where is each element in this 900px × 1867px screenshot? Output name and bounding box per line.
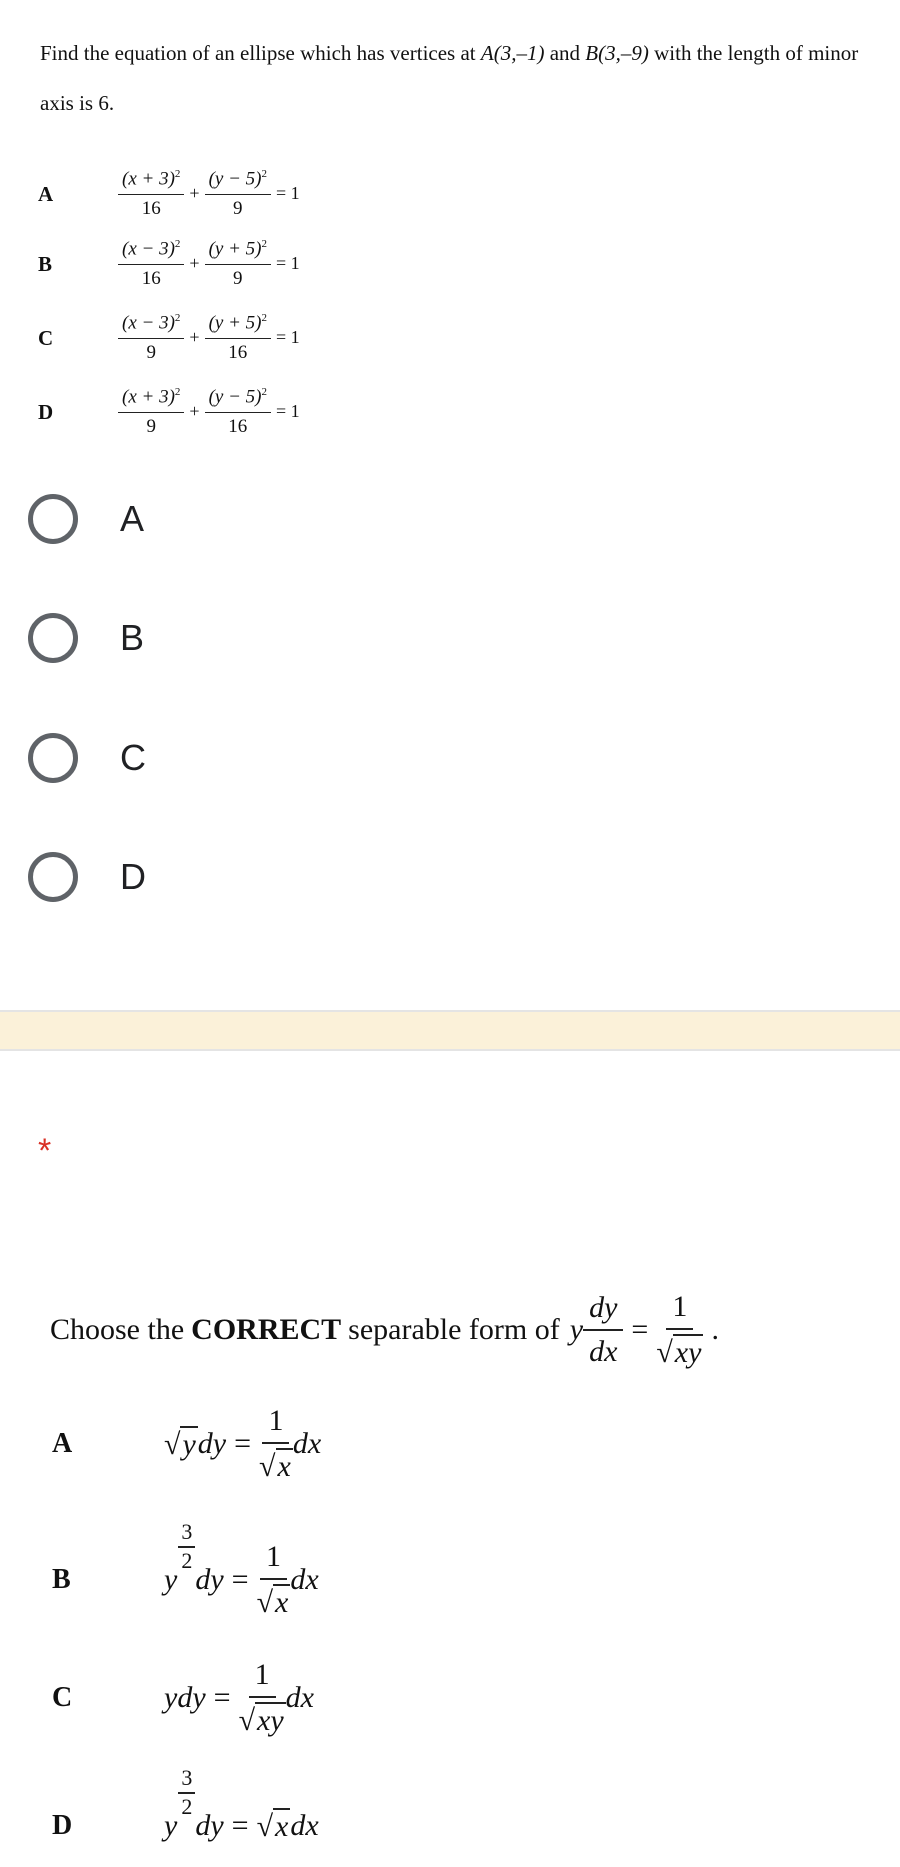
rhs-dx: dx [290, 1563, 319, 1596]
equals-one: = 1 [276, 183, 300, 204]
q1-option-b [38, 232, 305, 296]
stem-rhs [656, 1290, 703, 1370]
sqrt-sign: √ [656, 1336, 673, 1369]
exp-num: 3 [178, 1765, 195, 1794]
term1-denominator: 9 [146, 341, 156, 363]
section-divider [0, 1010, 900, 1051]
term2-numerator: (y + 5) [208, 238, 262, 260]
q1-option-d [38, 380, 305, 444]
q2-option-d [52, 1765, 319, 1844]
sqrt-sign: √ [256, 1810, 274, 1843]
equals-one: = 1 [276, 327, 300, 348]
radicand: x [275, 1810, 289, 1843]
vertex-a: A(3,–1) [480, 41, 545, 65]
term1-numerator: (x + 3) [122, 386, 175, 408]
radio-label[interactable]: B [120, 617, 145, 658]
radio-button[interactable] [28, 733, 78, 783]
question-1-stem [40, 28, 870, 128]
exponent: 2 [174, 312, 181, 325]
lhs-power [164, 1765, 195, 1843]
exponent: 2 [261, 386, 267, 399]
q2-stem-tail: separable form of [348, 1313, 560, 1346]
required-asterisk: * [38, 1132, 52, 1170]
option-equation [118, 312, 305, 363]
option-letter: B [38, 251, 53, 276]
plus-sign: + [189, 401, 200, 422]
term2-numerator: (y − 5) [208, 168, 262, 190]
lhs-dy: dy [195, 1563, 224, 1596]
term1-numerator: (x − 3) [122, 238, 175, 260]
rhs-fraction [239, 1658, 286, 1738]
radicand: y [182, 1428, 196, 1461]
radio-choice-a[interactable] [28, 488, 144, 550]
equals-sign: = [231, 1563, 249, 1596]
stem-period: . [711, 1313, 719, 1346]
equals-one: = 1 [276, 253, 300, 274]
radicand: x [277, 1450, 291, 1483]
radio-label[interactable]: A [120, 498, 145, 539]
term1-denominator: 9 [146, 415, 156, 437]
q1-option-c [38, 306, 305, 370]
question-2-stem [50, 1290, 719, 1370]
q1-option-a [38, 162, 305, 226]
option-letter: A [52, 1428, 73, 1459]
option-letter: B [52, 1564, 71, 1595]
exponent: 2 [174, 238, 181, 251]
radicand: xy [257, 1704, 284, 1737]
option-letter: D [38, 399, 54, 424]
plus-sign: + [189, 327, 200, 348]
equals-sign: = [231, 1809, 249, 1842]
equals-one: = 1 [276, 401, 300, 422]
option-letter: C [38, 325, 54, 350]
rhs-dx: dx [290, 1809, 319, 1842]
rhs-num: 1 [260, 1540, 287, 1580]
power-base: y [164, 1809, 178, 1842]
term1-numerator: (x + 3) [122, 168, 175, 190]
radicand: xy [674, 1336, 702, 1369]
lhs-dy: dy [195, 1809, 224, 1842]
q1-stem-and: and [549, 41, 581, 65]
term1-numerator: (x − 3) [122, 312, 175, 334]
radio-choice-b[interactable] [28, 607, 144, 669]
option-letter: A [38, 181, 54, 206]
rhs-num: 1 [262, 1404, 289, 1444]
rhs-sqrt [257, 1808, 291, 1844]
exp-den: 2 [181, 1548, 193, 1573]
exp-den: 2 [181, 1794, 193, 1819]
rhs-fraction [257, 1540, 291, 1620]
radicand: x [275, 1586, 289, 1619]
exp-num: 3 [178, 1519, 195, 1548]
sqrt-sign: √ [259, 1450, 276, 1483]
rhs-num: 1 [666, 1290, 693, 1330]
plus-sign: + [189, 253, 200, 274]
rhs-fraction [259, 1404, 293, 1484]
term2-numerator: (y + 5) [208, 312, 262, 334]
equals-sign: = [631, 1313, 649, 1346]
q1-stem-tail: with the length of minor axis is 6. [40, 41, 859, 115]
lhs-ydy: ydy [164, 1681, 206, 1714]
option-equation [118, 238, 305, 289]
stem-y: y [569, 1313, 584, 1346]
vertex-b: B(3,–9) [585, 41, 649, 65]
lhs-power [164, 1519, 195, 1597]
q2-stem-text: Choose the [50, 1313, 185, 1346]
exponent: 2 [174, 386, 181, 399]
term1-denominator: 16 [141, 197, 161, 219]
exponent: 2 [261, 238, 267, 251]
sqrt-sign: √ [256, 1586, 274, 1619]
exponent: 2 [261, 168, 267, 181]
radio-choice-c[interactable] [28, 727, 146, 789]
radio-choice-d[interactable] [28, 846, 146, 908]
derivative-den: dx [589, 1335, 618, 1368]
term2-numerator: (y − 5) [208, 386, 262, 408]
equals-sign: = [213, 1681, 231, 1714]
radio-button[interactable] [28, 613, 78, 663]
rhs-dx: dx [292, 1427, 322, 1460]
sqrt-sign: √ [164, 1428, 181, 1461]
option-letter: C [52, 1682, 73, 1713]
lhs-dy: dy [197, 1427, 227, 1460]
stem-derivative [583, 1291, 623, 1369]
option-equation [118, 168, 305, 219]
power-base: y [164, 1563, 178, 1596]
term2-denominator: 16 [228, 415, 248, 437]
radio-label[interactable]: D [120, 856, 146, 897]
q2-option-c [52, 1658, 314, 1738]
exponent: 2 [261, 312, 267, 325]
rhs-num: 1 [249, 1658, 276, 1698]
radio-label[interactable]: C [120, 737, 146, 778]
rhs-dx: dx [285, 1681, 314, 1714]
radio-button[interactable] [28, 852, 78, 902]
option-equation [118, 386, 305, 437]
term2-denominator: 9 [233, 267, 243, 289]
sqrt-sign: √ [238, 1704, 256, 1737]
derivative-num: dy [583, 1291, 623, 1331]
equals-sign: = [234, 1427, 252, 1460]
radio-button[interactable] [28, 494, 78, 544]
option-letter: D [52, 1810, 73, 1841]
exponent: 2 [174, 168, 181, 181]
term2-denominator: 9 [233, 197, 243, 219]
q2-option-a [52, 1404, 321, 1484]
plus-sign: + [189, 183, 200, 204]
q2-stem-bold: CORRECT [191, 1313, 342, 1346]
lhs-sqrt [164, 1426, 198, 1462]
term1-denominator: 16 [141, 267, 161, 289]
term2-denominator: 16 [228, 341, 248, 363]
q1-stem-text: Find the equation of an ellipse which has vertices at [40, 41, 476, 65]
q2-option-b [52, 1519, 319, 1620]
